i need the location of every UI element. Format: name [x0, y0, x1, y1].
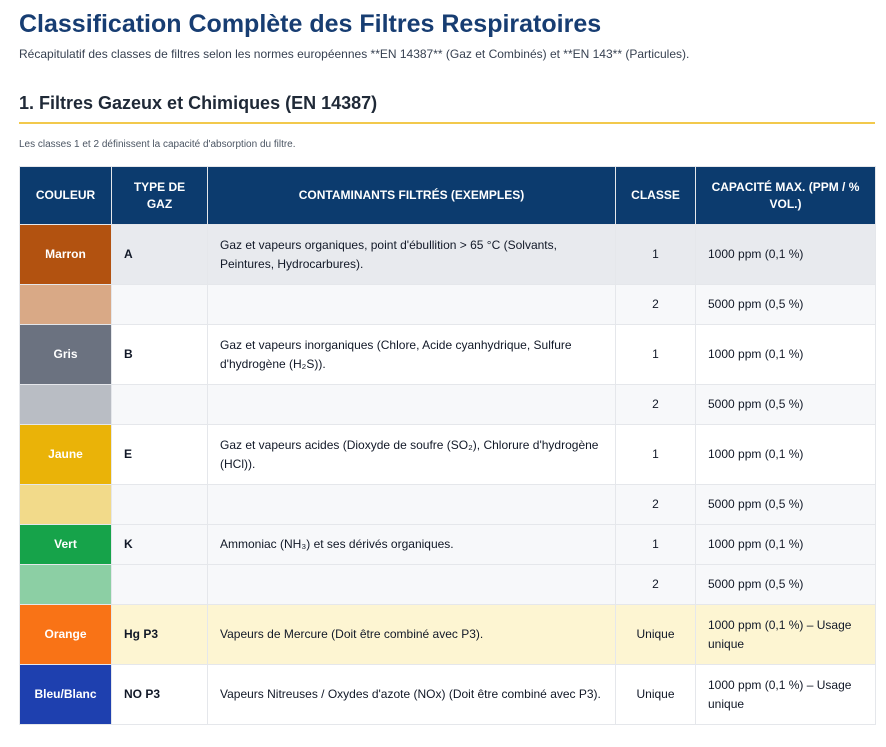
- section-note: Les classes 1 et 2 définissent la capacité d'absorption du filtre.: [19, 139, 296, 150]
- cell-type-gaz: NO P3: [112, 665, 208, 725]
- column-header-contaminants: CONTAMINANTS FILTRÉS (EXEMPLES): [208, 167, 616, 225]
- column-header-couleur: COULEUR: [20, 167, 112, 225]
- column-header-capacite: CAPACITÉ MAX. (PPM / % VOL.): [696, 167, 876, 225]
- cell-classe: 2: [616, 285, 696, 325]
- cell-type-gaz: E: [112, 425, 208, 485]
- cell-classe: 1: [616, 225, 696, 285]
- table-row: [20, 525, 876, 565]
- cell-couleur: Gris: [20, 325, 112, 385]
- column-header-type: TYPE DE GAZ: [112, 167, 208, 225]
- table-row: [20, 285, 876, 325]
- cell-couleur: [20, 285, 112, 325]
- cell-capacite: 1000 ppm (0,1 %): [696, 225, 876, 285]
- table-row: [20, 385, 876, 425]
- table-row: [20, 225, 876, 285]
- cell-classe: 2: [616, 485, 696, 525]
- cell-contaminants: Gaz et vapeurs organiques, point d'ébullition > 65 °C (Solvants, Peintures, Hydrocarbures).: [208, 225, 616, 285]
- cell-contaminants: [208, 385, 616, 425]
- table-row: [20, 325, 876, 385]
- cell-contaminants: Vapeurs Nitreuses / Oxydes d'azote (NOx) (Doit être combiné avec P3).: [208, 665, 616, 725]
- cell-contaminants: Gaz et vapeurs inorganiques (Chlore, Acide cyanhydrique, Sulfure d'hydrogène (H₂S)).: [208, 325, 616, 385]
- cell-type-gaz: [112, 485, 208, 525]
- cell-capacite: 5000 ppm (0,5 %): [696, 385, 876, 425]
- cell-capacite: 5000 ppm (0,5 %): [696, 485, 876, 525]
- cell-couleur: Orange: [20, 605, 112, 665]
- cell-type-gaz: A: [112, 225, 208, 285]
- cell-type-gaz: Hg P3: [112, 605, 208, 665]
- cell-type-gaz: K: [112, 525, 208, 565]
- cell-classe: 2: [616, 385, 696, 425]
- cell-contaminants: [208, 565, 616, 605]
- table-row: [20, 605, 876, 665]
- cell-capacite: 1000 ppm (0,1 %): [696, 425, 876, 485]
- cell-type-gaz: [112, 565, 208, 605]
- cell-capacite: 1000 ppm (0,1 %): [696, 525, 876, 565]
- cell-contaminants: Ammoniac (NH₃) et ses dérivés organiques.: [208, 525, 616, 565]
- section-title: 1. Filtres Gazeux et Chimiques (EN 14387): [19, 93, 378, 113]
- cell-classe: 1: [616, 425, 696, 485]
- table-row: [20, 425, 876, 485]
- cell-couleur: Bleu/Blanc: [20, 665, 112, 725]
- cell-classe: 1: [616, 325, 696, 385]
- cell-couleur: Jaune: [20, 425, 112, 485]
- cell-capacite: 1000 ppm (0,1 %): [696, 325, 876, 385]
- cell-couleur: [20, 385, 112, 425]
- page-title: Classification Complète des Filtres Respiratoires: [19, 10, 602, 38]
- cell-couleur: [20, 565, 112, 605]
- section-divider: [19, 122, 875, 124]
- cell-capacite: 5000 ppm (0,5 %): [696, 565, 876, 605]
- cell-type-gaz: B: [112, 325, 208, 385]
- table-row: [20, 565, 876, 605]
- cell-classe: Unique: [616, 665, 696, 725]
- cell-couleur: [20, 485, 112, 525]
- cell-capacite: 1000 ppm (0,1 %) – Usage unique: [696, 665, 876, 725]
- column-header-classe: CLASSE: [616, 167, 696, 225]
- cell-classe: Unique: [616, 605, 696, 665]
- cell-capacite: 1000 ppm (0,1 %) – Usage unique: [696, 605, 876, 665]
- page-subtitle: Récapitulatif des classes de filtres selon les normes européennes **EN 14387** (Gaz et Combinés) et **EN 143** (Particules).: [19, 47, 690, 61]
- table-row: [20, 485, 876, 525]
- cell-type-gaz: [112, 385, 208, 425]
- cell-contaminants: Vapeurs de Mercure (Doit être combiné avec P3).: [208, 605, 616, 665]
- cell-type-gaz: [112, 285, 208, 325]
- table-row: [20, 665, 876, 725]
- cell-couleur: Vert: [20, 525, 112, 565]
- cell-capacite: 5000 ppm (0,5 %): [696, 285, 876, 325]
- filters-table: [19, 166, 876, 725]
- cell-contaminants: Gaz et vapeurs acides (Dioxyde de soufre (SO₂), Chlorure d'hydrogène (HCl)).: [208, 425, 616, 485]
- cell-contaminants: [208, 285, 616, 325]
- cell-classe: 2: [616, 565, 696, 605]
- cell-classe: 1: [616, 525, 696, 565]
- cell-couleur: Marron: [20, 225, 112, 285]
- cell-contaminants: [208, 485, 616, 525]
- table-header-row: [20, 167, 876, 225]
